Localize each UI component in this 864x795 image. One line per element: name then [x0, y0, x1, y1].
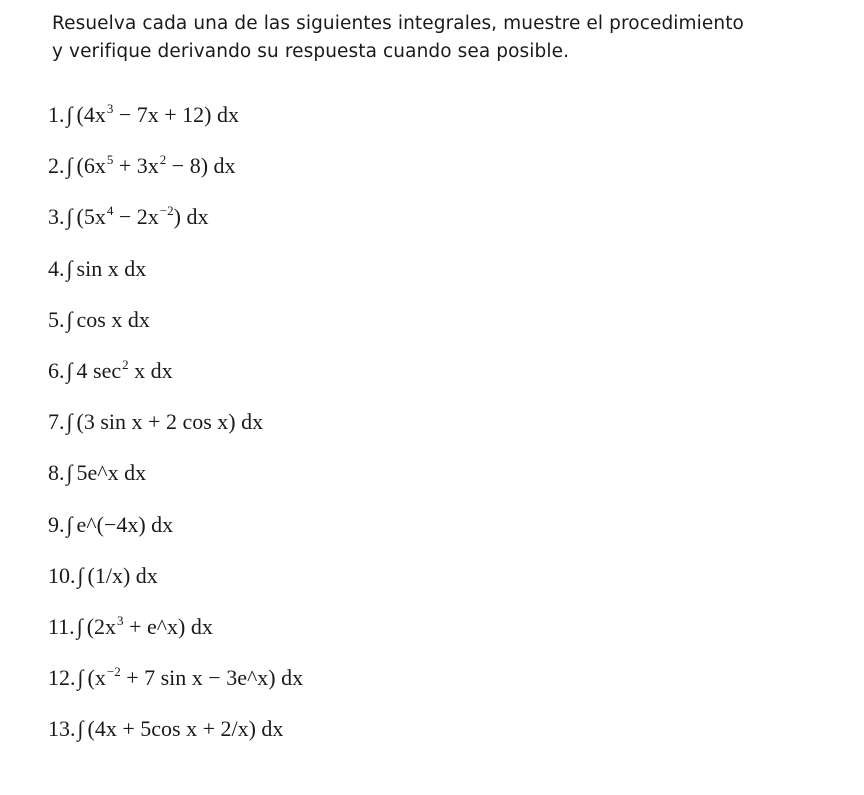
- expression-text: (1/x) dx: [87, 563, 158, 588]
- integrand-expression: [77, 510, 174, 540]
- problem-item: [48, 612, 213, 642]
- instructions-line-1: Resuelva cada una de las siguientes integrales, muestre el procedimiento: [52, 13, 744, 34]
- problem-item: [48, 458, 146, 488]
- expression-text: (4x: [76, 102, 106, 127]
- problem-item: [48, 561, 158, 591]
- exponent: 3: [106, 101, 114, 116]
- integral-symbol: ∫: [66, 358, 73, 383]
- integrand-expression: [77, 407, 264, 437]
- exponent: 2: [159, 152, 167, 167]
- problem-item: [48, 356, 173, 386]
- problem-number: 9.: [48, 512, 65, 537]
- integrand-expression: [77, 458, 147, 488]
- expression-text: cos x dx: [76, 307, 150, 332]
- exponent: 4: [106, 203, 114, 218]
- expression-text: (2x: [86, 614, 117, 639]
- exponent: 3: [117, 613, 124, 628]
- integral-symbol: ∫: [77, 665, 84, 690]
- exponent: 2: [122, 357, 129, 372]
- problem-number: 6.: [48, 358, 65, 383]
- integral-symbol: ∫: [66, 512, 73, 537]
- expression-text: (6x: [76, 153, 106, 178]
- expression-text: x dx: [128, 358, 173, 383]
- integrand-expression: [77, 100, 239, 133]
- expression-text: sin x dx: [76, 256, 147, 281]
- problem-item: [48, 254, 146, 284]
- integral-symbol: ∫: [66, 307, 73, 332]
- integral-symbol: ∫: [77, 563, 84, 588]
- integrand-expression: [88, 663, 304, 696]
- problem-item: [48, 151, 236, 181]
- problem-list: [48, 0, 828, 795]
- integral-symbol: ∫: [66, 460, 73, 485]
- integral-symbol: ∫: [66, 153, 73, 178]
- problem-number: 13.: [48, 716, 76, 741]
- integrand-expression: [77, 356, 173, 389]
- expression-text: (4x + 5cos x + 2/x) dx: [87, 716, 284, 741]
- problem-number: 2.: [48, 153, 65, 178]
- expression-text: (3 sin x + 2 cos x) dx: [76, 409, 264, 434]
- expression-text: − 7x + 12) dx: [113, 102, 239, 127]
- integral-symbol: ∫: [66, 256, 73, 281]
- problem-item: [48, 714, 283, 744]
- expression-text: + 7 sin x − 3e^x) dx: [120, 665, 304, 690]
- integrand-expression: [77, 202, 209, 235]
- integral-symbol: ∫: [76, 614, 83, 639]
- expression-text: e^(−4x) dx: [76, 512, 174, 537]
- expression-text: − 8) dx: [166, 153, 236, 178]
- problem-item: [48, 305, 150, 335]
- exponent: 5: [106, 152, 114, 167]
- integrand-expression: [77, 305, 150, 335]
- integrand-expression: [87, 612, 213, 645]
- expression-text: 4 sec: [76, 358, 122, 383]
- problem-number: 5.: [48, 307, 65, 332]
- exponent: −2: [159, 203, 174, 218]
- integrand-expression: [77, 151, 236, 184]
- problem-number: 4.: [48, 256, 65, 281]
- problem-item: [48, 100, 239, 130]
- exponent: −2: [106, 664, 121, 679]
- expression-text: 5e^x dx: [76, 460, 147, 485]
- problem-number: 3.: [48, 204, 65, 229]
- problem-number: 10.: [48, 563, 76, 588]
- problem-number: 12.: [48, 665, 76, 690]
- integrand-expression: [88, 714, 284, 744]
- expression-text: (x: [87, 665, 106, 690]
- problem-item: [48, 510, 173, 540]
- problem-item: [48, 663, 303, 693]
- expression-text: + 3x: [113, 153, 159, 178]
- problem-item: [48, 202, 208, 232]
- integral-symbol: ∫: [77, 716, 84, 741]
- expression-text: − 2x: [113, 204, 159, 229]
- instructions-line-2: y verifique derivando su respuesta cuando sea posible.: [52, 41, 570, 62]
- expression-text: + e^x) dx: [123, 614, 213, 639]
- problem-number: 7.: [48, 409, 65, 434]
- integral-symbol: ∫: [66, 102, 73, 127]
- problem-number: 1.: [48, 102, 65, 127]
- integrand-expression: [77, 254, 147, 284]
- problem-number: 8.: [48, 460, 65, 485]
- integrand-expression: [88, 561, 158, 591]
- expression-text: ) dx: [173, 204, 209, 229]
- problem-number: 11.: [48, 614, 75, 639]
- expression-text: (5x: [76, 204, 106, 229]
- integral-symbol: ∫: [66, 409, 73, 434]
- problem-item: [48, 407, 263, 437]
- integral-symbol: ∫: [66, 204, 73, 229]
